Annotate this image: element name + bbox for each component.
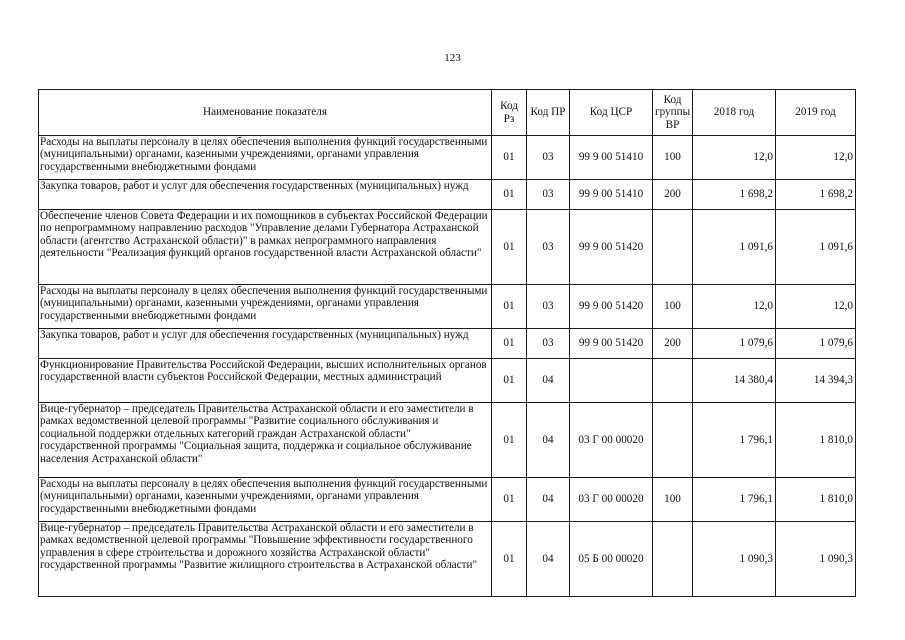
row-vr: 200: [653, 180, 693, 210]
row-pr: 04: [527, 522, 570, 597]
row-name: Закупка товаров, работ и услуг для обеспечения государственных (муниципальных) нужд: [39, 329, 492, 359]
row-pr: 03: [527, 329, 570, 359]
row-pr: 03: [527, 136, 570, 180]
row-vr: [653, 522, 693, 597]
table-row: [39, 403, 856, 478]
row-2019: 12,0: [776, 285, 856, 329]
row-name: Функционирование Правительства Российской Федерации, высших исполнительных органов государственной власти субъектов Российской Федерации, местных администраций: [39, 359, 492, 403]
row-vr: 100: [653, 136, 693, 180]
row-2019: 1 810,0: [776, 403, 856, 478]
row-csr: 99 9 00 51410: [570, 136, 653, 180]
row-csr: [570, 359, 653, 403]
row-rz: 01: [492, 329, 527, 359]
row-pr: 03: [527, 210, 570, 285]
row-pr: 04: [527, 478, 570, 522]
row-rz: 01: [492, 285, 527, 329]
header-2018: 2018 год: [693, 90, 776, 136]
row-name: Расходы на выплаты персоналу в целях обеспечения выполнения функций государственными (муниципальными) органами, казенными учреждениями, органами управления государственными внебюджетными фондами: [39, 136, 492, 180]
table-row: [39, 478, 856, 522]
row-csr: 99 9 00 51420: [570, 329, 653, 359]
row-vr: 200: [653, 329, 693, 359]
row-pr: 04: [527, 403, 570, 478]
row-vr: [653, 359, 693, 403]
row-csr: 03 Г 00 00020: [570, 403, 653, 478]
row-vr: [653, 403, 693, 478]
table-row: [39, 285, 856, 329]
row-2019: 1 698,2: [776, 180, 856, 210]
row-2018: 14 380,4: [693, 359, 776, 403]
row-2018: 1 796,1: [693, 478, 776, 522]
row-rz: 01: [492, 403, 527, 478]
row-rz: 01: [492, 359, 527, 403]
row-name: Вице-губернатор – председатель Правительства Астраханской области и его заместители в рамках ведомственной целевой программы "Повышение эффективности государственного управления в сфере строительства и дорожного хозяйства Астраханской области" государственной программы "Развитие жилищного строительства в Астраханской области": [39, 522, 492, 597]
row-2018: 12,0: [693, 136, 776, 180]
row-2019: 1 091,6: [776, 210, 856, 285]
table-row: [39, 180, 856, 210]
header-name: Наименование показателя: [39, 90, 492, 136]
row-2019: 14 394,3: [776, 359, 856, 403]
header-rz: Код Рз: [492, 90, 527, 136]
row-csr: 99 9 00 51420: [570, 210, 653, 285]
row-vr: [653, 210, 693, 285]
page-number: 123: [444, 52, 461, 64]
row-2019: 1 079,6: [776, 329, 856, 359]
header-2019: 2019 год: [776, 90, 856, 136]
row-2018: 1 698,2: [693, 180, 776, 210]
table-row: [39, 136, 856, 180]
table-row: [39, 359, 856, 403]
header-pr: Код ПР: [527, 90, 570, 136]
row-2019: 1 090,3: [776, 522, 856, 597]
row-2018: 12,0: [693, 285, 776, 329]
row-name: Закупка товаров, работ и услуг для обеспечения государственных (муниципальных) нужд: [39, 180, 492, 210]
row-vr: 100: [653, 478, 693, 522]
row-name: Расходы на выплаты персоналу в целях обеспечения выполнения функций государственными (муниципальными) органами, казенными учреждениями, органами управления государственными внебюджетными фондами: [39, 478, 492, 522]
header-csr: Код ЦСР: [570, 90, 653, 136]
row-2018: 1 079,6: [693, 329, 776, 359]
row-2018: 1 090,3: [693, 522, 776, 597]
header-vr: Код группы ВР: [653, 90, 693, 136]
row-rz: 01: [492, 136, 527, 180]
table-row: [39, 522, 856, 597]
row-vr: 100: [653, 285, 693, 329]
row-csr: 03 Г 00 00020: [570, 478, 653, 522]
row-rz: 01: [492, 180, 527, 210]
row-2018: 1 796,1: [693, 403, 776, 478]
row-name: Вице-губернатор – председатель Правительства Астраханской области и его заместители в рамках ведомственной целевой программы "Развитие социального обслуживания и социальной поддержки отдельных категорий граждан Астраханской области" государственной программы "Социальная защита, поддержка и социальное обслуживание населения Астраханской области": [39, 403, 492, 478]
row-2019: 12,0: [776, 136, 856, 180]
row-csr: 99 9 00 51420: [570, 285, 653, 329]
budget-table: [38, 89, 856, 597]
table-row: [39, 210, 856, 285]
table-header-row: [39, 90, 856, 136]
table-row: [39, 329, 856, 359]
row-2019: 1 810,0: [776, 478, 856, 522]
row-pr: 03: [527, 285, 570, 329]
row-rz: 01: [492, 522, 527, 597]
row-name: Расходы на выплаты персоналу в целях обеспечения выполнения функций государственными (муниципальными) органами, казенными учреждениями, органами управления государственными внебюджетными фондами: [39, 285, 492, 329]
row-2018: 1 091,6: [693, 210, 776, 285]
row-pr: 03: [527, 180, 570, 210]
row-name: Обеспечение членов Совета Федерации и их помощников в субъектах Российской Федерации по непрограммному направлению расходов "Управление делами Губернатора Астраханской области (агентство Астраханской области)" в рамках непрограммного направления деятельности "Реализация функций органов государственной власти Астраханской области": [39, 210, 492, 285]
row-csr: 99 9 00 51410: [570, 180, 653, 210]
row-rz: 01: [492, 478, 527, 522]
row-csr: 05 Б 00 00020: [570, 522, 653, 597]
row-pr: 04: [527, 359, 570, 403]
row-rz: 01: [492, 210, 527, 285]
